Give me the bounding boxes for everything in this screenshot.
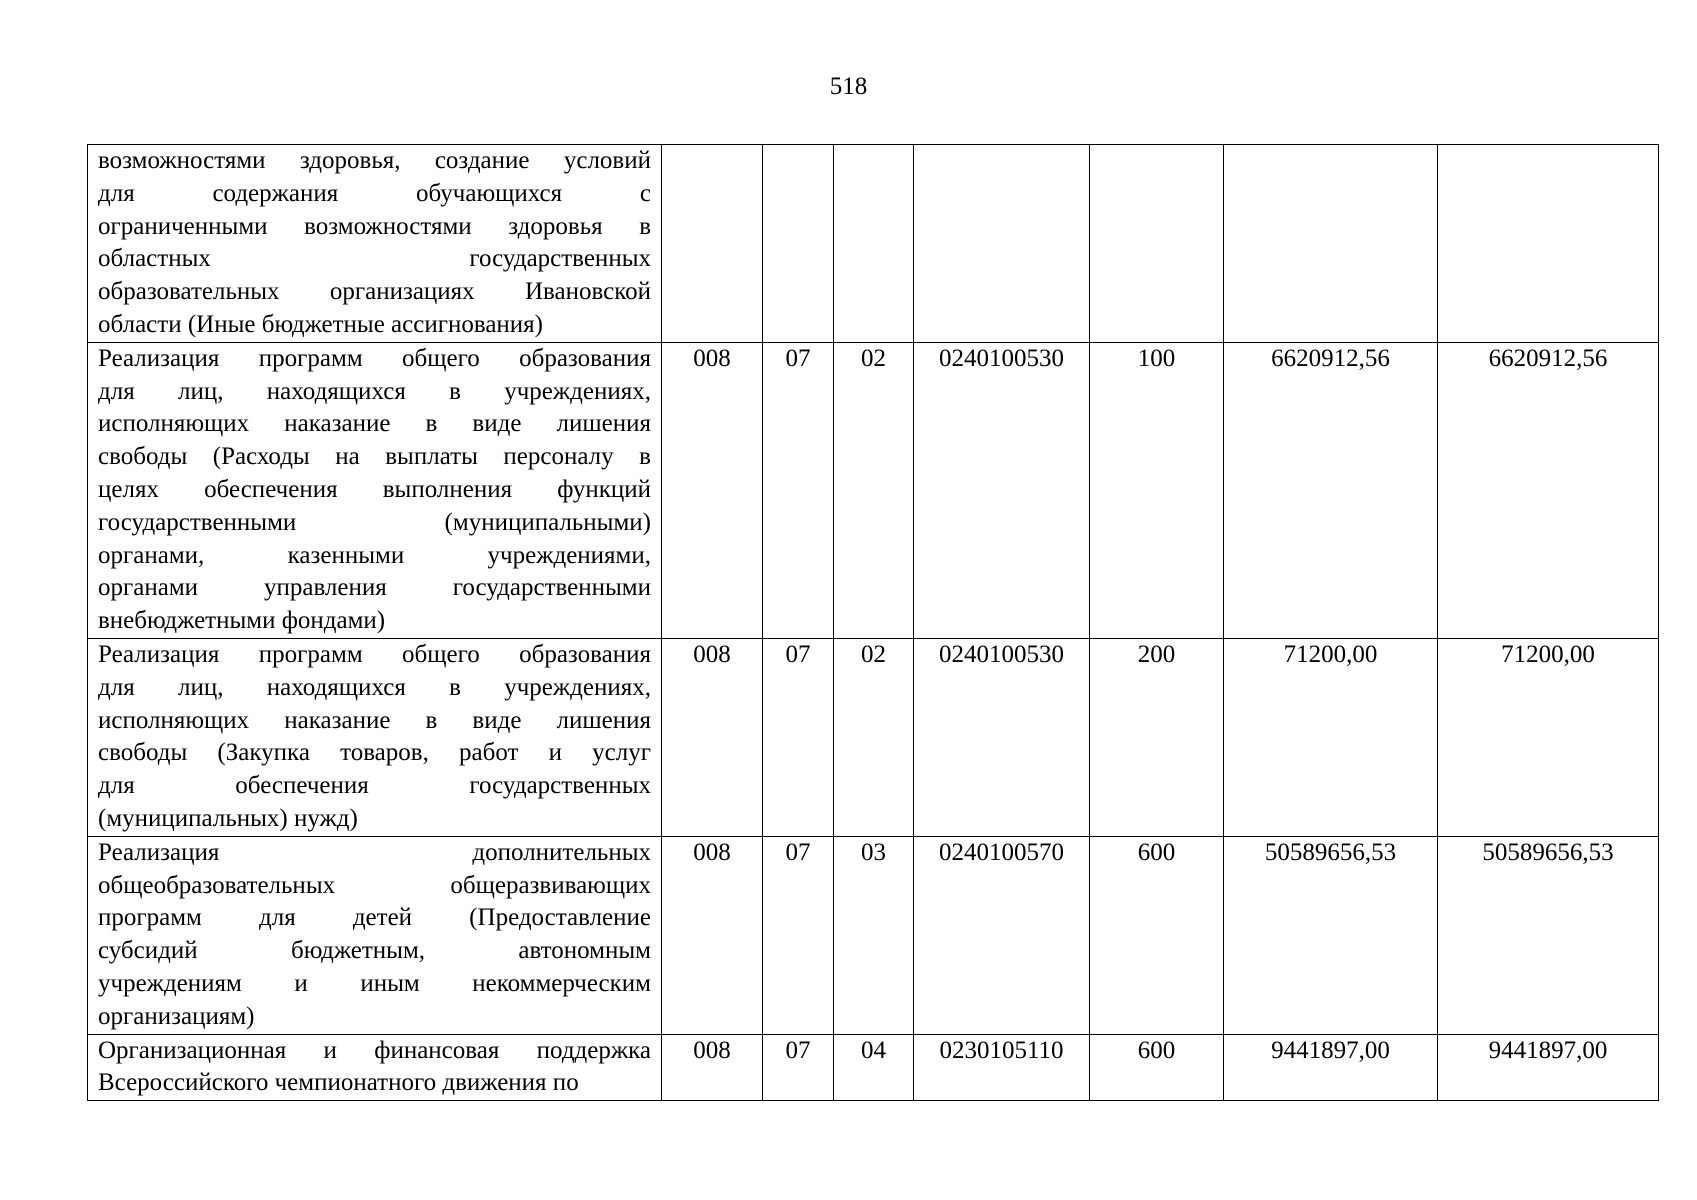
- table-row: [88, 342, 1659, 638]
- description-line: субсидий бюджетным, автономным: [98, 937, 651, 965]
- description-line: образовательных организациях Ивановской: [98, 278, 651, 306]
- expense-description-cell: [88, 145, 662, 343]
- amount-year-1-cell: 71200,00: [1224, 638, 1438, 836]
- description-line: органами, казенными учреждениями,: [98, 541, 651, 569]
- amount-year-2-cell: 9441897,00: [1438, 1034, 1659, 1101]
- table-row: [88, 638, 1659, 836]
- subsection-code-cell: [834, 145, 914, 343]
- expense-description-cell: [88, 836, 662, 1034]
- description-line: исполняющих наказание в виде лишения: [98, 410, 651, 438]
- ministry-code-cell: 008: [662, 1034, 763, 1101]
- description-line: свободы (Закупка товаров, работ и услуг: [98, 739, 651, 767]
- description-line: органами управления государственными: [98, 574, 651, 602]
- target-article-cell: [914, 145, 1090, 343]
- description-line: программ для детей (Предоставление: [98, 904, 651, 932]
- description-line: областных государственных: [98, 245, 651, 273]
- amount-year-1-cell: [1224, 145, 1438, 343]
- description-line: свободы (Расходы на выплаты персоналу в: [98, 443, 651, 471]
- description-line: для лиц, находящихся в учреждениях,: [98, 377, 651, 405]
- table-body: [88, 145, 1659, 1101]
- target-article-cell: 0240100530: [914, 638, 1090, 836]
- description-line: области (Иные бюджетные ассигнования): [98, 310, 544, 338]
- description-line: государственными (муниципальными): [98, 508, 651, 536]
- ministry-code-cell: 008: [662, 638, 763, 836]
- table-row: [88, 145, 1659, 343]
- description-line: ограниченными возможностями здоровья в: [98, 212, 651, 240]
- ministry-code-cell: [662, 145, 763, 343]
- amount-year-2-cell: 71200,00: [1438, 638, 1659, 836]
- description-line: общеобразовательных общеразвивающих: [98, 871, 651, 899]
- target-article-cell: 0240100570: [914, 836, 1090, 1034]
- subsection-code-cell: 02: [834, 342, 914, 638]
- page-number: 518: [829, 73, 868, 100]
- description-line: для лиц, находящихся в учреждениях,: [98, 673, 651, 701]
- description-line: Реализация программ общего образования: [98, 344, 651, 372]
- description-line: Реализация программ общего образования: [98, 640, 651, 668]
- description-line: Всероссийского чемпионатного движения по: [98, 1069, 579, 1097]
- expense-description-cell: [88, 1034, 662, 1101]
- amount-year-1-cell: 6620912,56: [1224, 342, 1438, 638]
- description-line: Организационная и финансовая поддержка: [98, 1036, 651, 1064]
- amount-year-2-cell: 50589656,53: [1438, 836, 1659, 1034]
- description-line: целях обеспечения выполнения функций: [98, 475, 651, 503]
- table-row: [88, 1034, 1659, 1101]
- expense-description-cell: [88, 342, 662, 638]
- section-code-cell: 07: [763, 342, 834, 638]
- description-line: для содержания обучающихся с: [98, 179, 651, 207]
- section-code-cell: 07: [763, 1034, 834, 1101]
- expense-type-cell: [1090, 145, 1224, 343]
- section-code-cell: [763, 145, 834, 343]
- subsection-code-cell: 04: [834, 1034, 914, 1101]
- expense-type-cell: 100: [1090, 342, 1224, 638]
- description-line: организациям): [98, 1002, 255, 1030]
- ministry-code-cell: 008: [662, 342, 763, 638]
- subsection-code-cell: 03: [834, 836, 914, 1034]
- expense-type-cell: 600: [1090, 836, 1224, 1034]
- description-line: для обеспечения государственных: [98, 772, 651, 800]
- ministry-code-cell: 008: [662, 836, 763, 1034]
- amount-year-2-cell: 6620912,56: [1438, 342, 1659, 638]
- expense-description-cell: [88, 638, 662, 836]
- amount-year-1-cell: 9441897,00: [1224, 1034, 1438, 1101]
- target-article-cell: 0240100530: [914, 342, 1090, 638]
- subsection-code-cell: 02: [834, 638, 914, 836]
- description-line: учреждениям и иным некоммерческим: [98, 969, 651, 997]
- expense-type-cell: 200: [1090, 638, 1224, 836]
- description-line: возможностями здоровья, создание условий: [98, 147, 651, 174]
- target-article-cell: 0230105110: [914, 1034, 1090, 1101]
- description-line: (муниципальных) нужд): [98, 804, 358, 832]
- section-code-cell: 07: [763, 638, 834, 836]
- description-line: внебюджетными фондами): [98, 607, 386, 635]
- description-line: Реализация дополнительных: [98, 838, 651, 866]
- expense-type-cell: 600: [1090, 1034, 1224, 1101]
- section-code-cell: 07: [763, 836, 834, 1034]
- description-line: исполняющих наказание в виде лишения: [98, 706, 651, 734]
- budget-table: [87, 144, 1659, 1101]
- amount-year-1-cell: 50589656,53: [1224, 836, 1438, 1034]
- amount-year-2-cell: [1438, 145, 1659, 343]
- table-row: [88, 836, 1659, 1034]
